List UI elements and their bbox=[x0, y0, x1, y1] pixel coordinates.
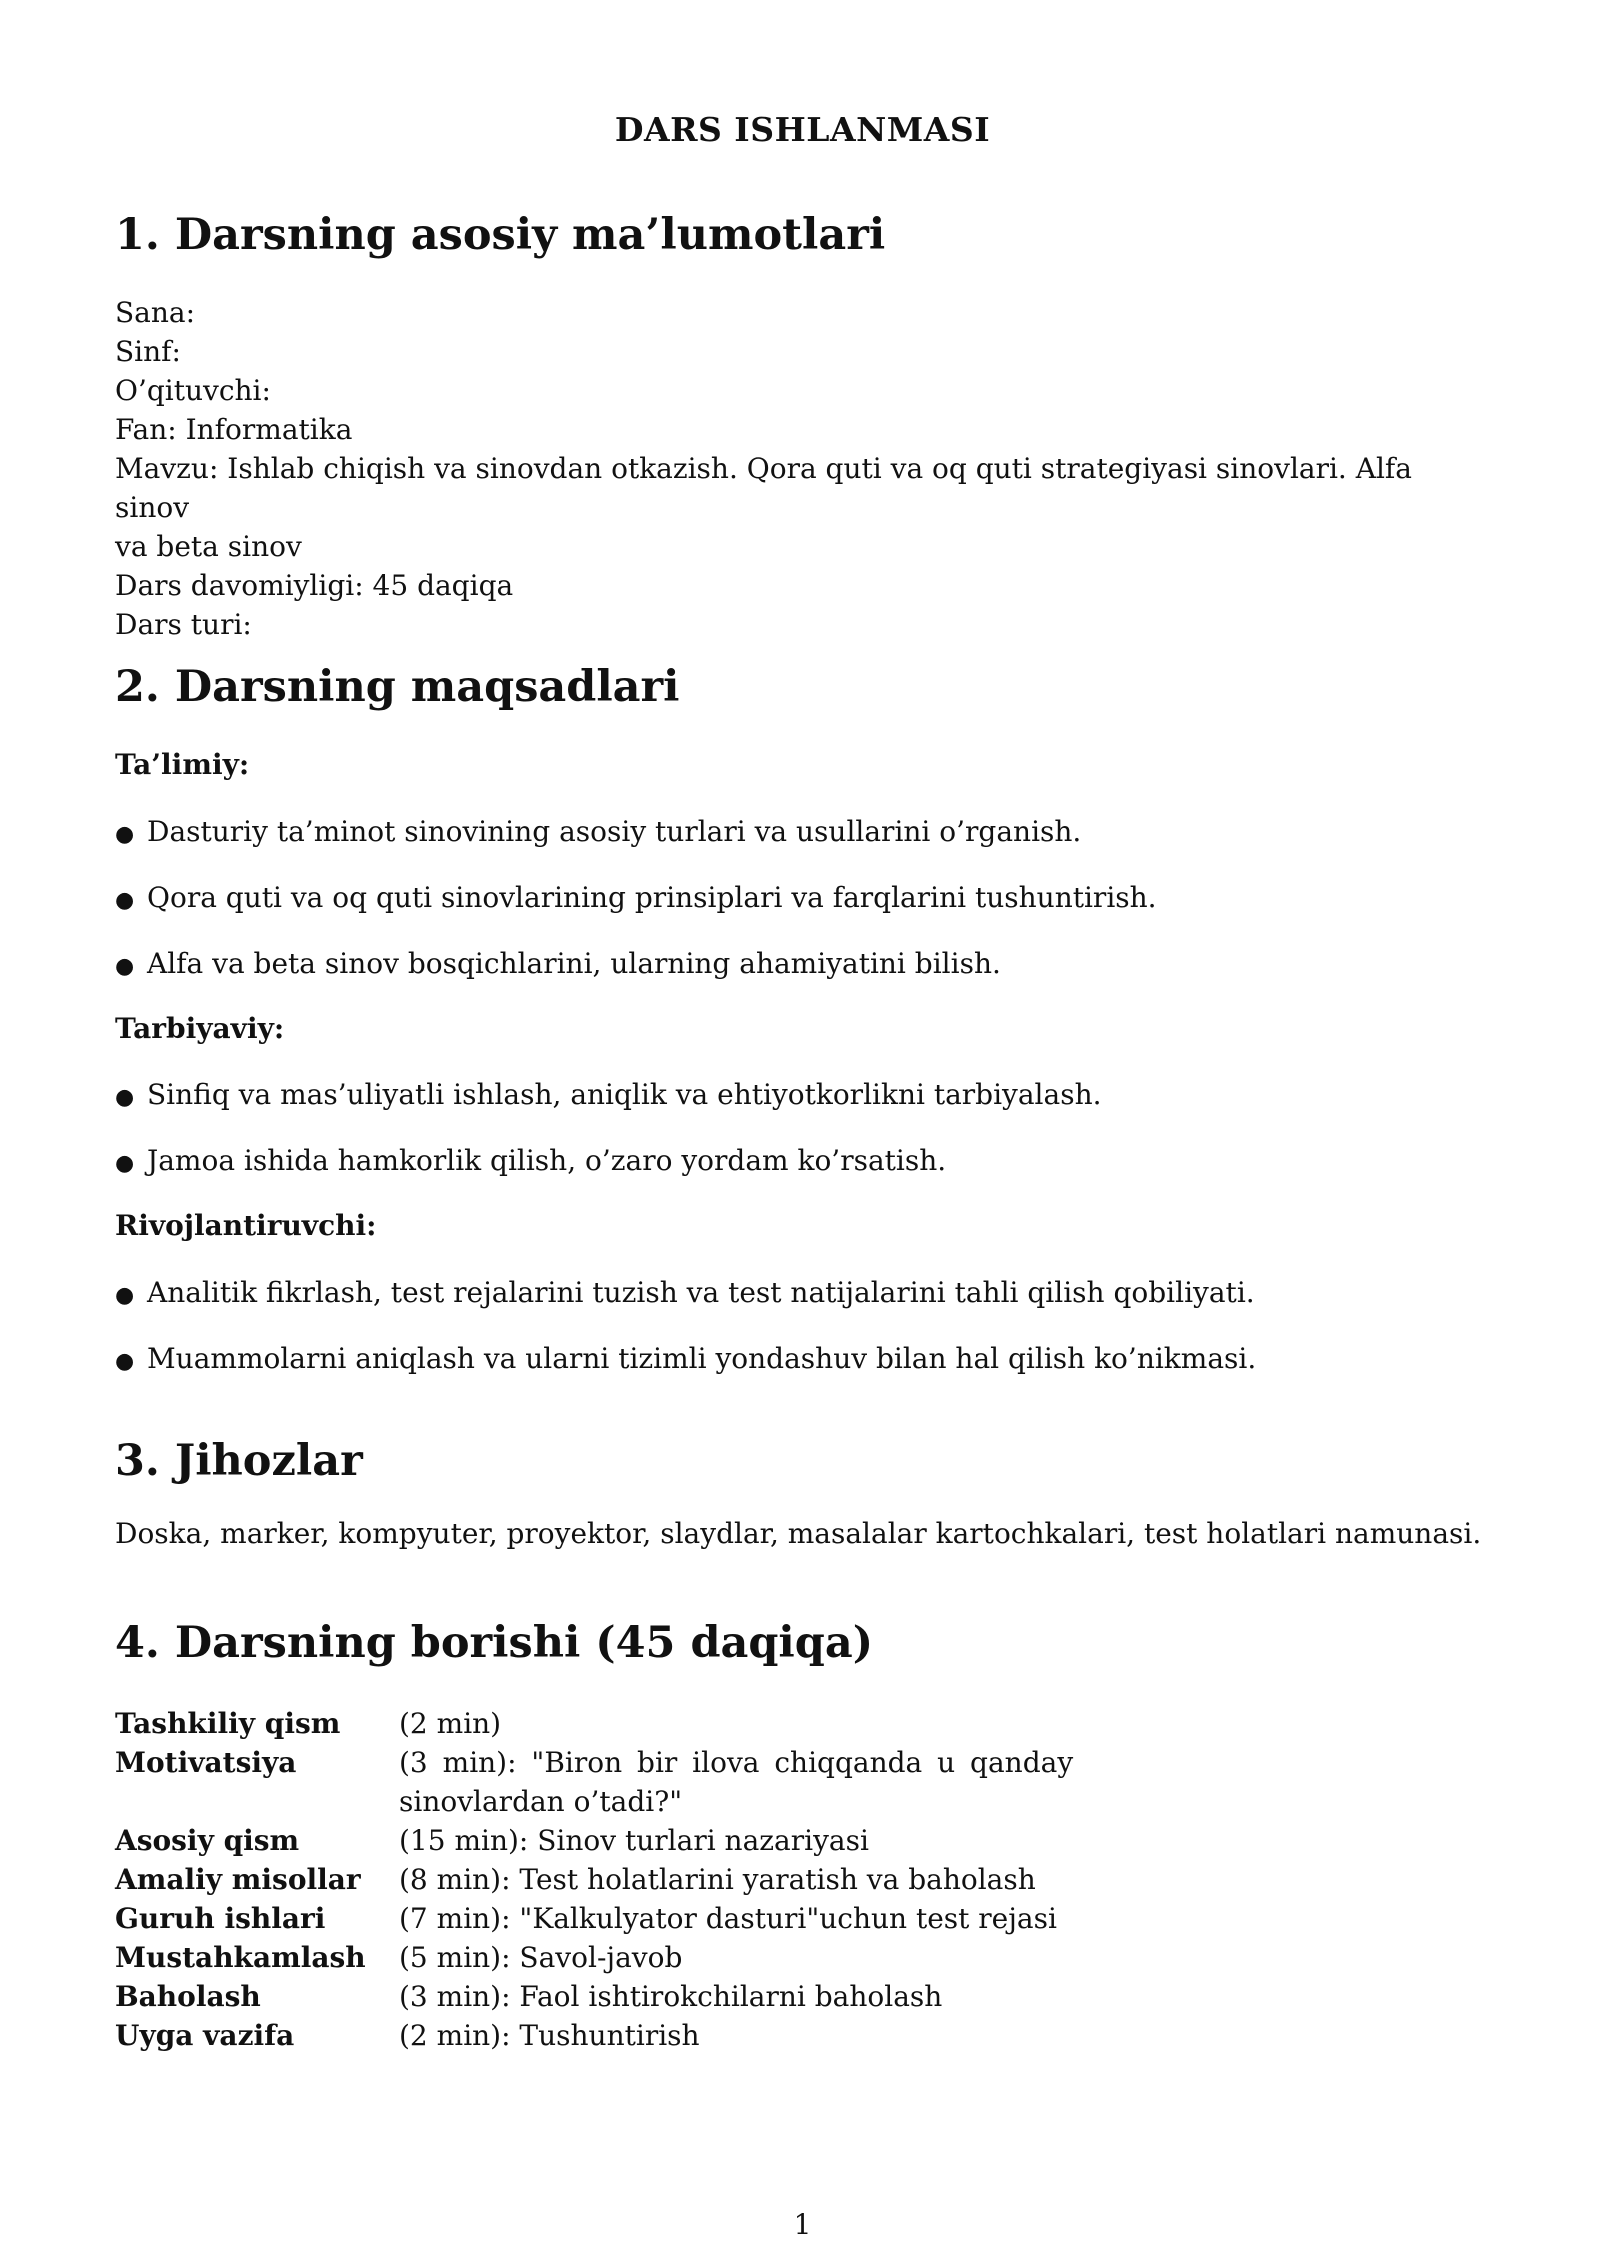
bullet-icon: ● bbox=[115, 822, 135, 847]
info-lesson-type: Dars turi: bbox=[115, 608, 252, 641]
schedule-detail: (8 min): Test holatlarini yaratish va baholash bbox=[399, 1863, 1036, 1896]
bullet-icon: ● bbox=[115, 1349, 135, 1374]
info-topic: Mavzu: Ishlab chiqish va sinovdan otkazish. Qora quti va oq quti strategiyasi sinovlari. Alfa sinov bbox=[115, 452, 1412, 524]
info-duration: Dars davomiyligi: 45 daqiqa bbox=[115, 569, 514, 602]
list-item bbox=[115, 1078, 1102, 1111]
info-topic-continued: va beta sinov bbox=[115, 530, 302, 563]
table-row bbox=[115, 1938, 1215, 1977]
table-row bbox=[115, 1743, 1215, 1821]
table-row bbox=[115, 1821, 1215, 1860]
schedule-detail: (2 min) bbox=[399, 1707, 502, 1740]
list-item-text: Sinfiq va mas’uliyatli ishlash, aniqlik va ehtiyotkorlikni tarbiyalash. bbox=[147, 1078, 1102, 1111]
lesson-schedule bbox=[115, 1704, 1215, 2055]
schedule-stage: Mustahkamlash bbox=[115, 1941, 366, 1974]
table-row bbox=[115, 1899, 1215, 1938]
schedule-stage: Amaliy misollar bbox=[115, 1863, 361, 1896]
schedule-detail: (5 min): Savol-javob bbox=[399, 1941, 683, 1974]
schedule-detail-line: sinovlardan o’tadi?" bbox=[399, 1785, 683, 1818]
table-row bbox=[115, 1704, 1215, 1743]
list-item-text: Dasturiy ta’minot sinovining asosiy turlari va usullarini o’rganish. bbox=[147, 815, 1082, 848]
document-page bbox=[115, 0, 1490, 2262]
table-row bbox=[115, 2016, 1215, 2055]
bullet-icon: ● bbox=[115, 1085, 135, 1110]
goal-group-educational-label: Ta’limiy: bbox=[115, 748, 250, 781]
info-subject: Fan: Informatika bbox=[115, 413, 353, 446]
info-class: Sinf: bbox=[115, 335, 181, 368]
table-row bbox=[115, 1977, 1215, 2016]
list-item bbox=[115, 881, 1157, 914]
bullet-icon: ● bbox=[115, 1283, 135, 1308]
schedule-detail: (3 min): Faol ishtirokchilarni baholash bbox=[399, 1980, 943, 2013]
list-item bbox=[115, 1144, 946, 1177]
document-title: DARS ISHLANMASI bbox=[614, 110, 991, 149]
table-row bbox=[115, 1860, 1215, 1899]
section-4-heading: 4. Darsning borishi (45 daqiqa) bbox=[115, 1618, 874, 1668]
schedule-stage: Tashkiliy qism bbox=[115, 1707, 341, 1740]
list-item-text: Qora quti va oq quti sinovlarining prinsiplari va farqlarini tushuntirish. bbox=[147, 881, 1157, 914]
schedule-detail bbox=[399, 1743, 1099, 1821]
schedule-stage: Baholash bbox=[115, 1980, 261, 2013]
schedule-stage: Uyga vazifa bbox=[115, 2019, 295, 2052]
schedule-stage: Asosiy qism bbox=[115, 1824, 300, 1857]
bullet-icon: ● bbox=[115, 1151, 135, 1176]
list-item bbox=[115, 815, 1081, 848]
list-item bbox=[115, 947, 1001, 980]
schedule-detail: (15 min): Sinov turlari nazariyasi bbox=[399, 1824, 869, 1857]
section-2-heading: 2. Darsning maqsadlari bbox=[115, 662, 680, 712]
schedule-stage: Guruh ishlari bbox=[115, 1902, 326, 1935]
list-item-text: Analitik fikrlash, test rejalarini tuzish va test natijalarini tahli qilish qobiliyati. bbox=[147, 1276, 1255, 1309]
list-item bbox=[115, 1276, 1255, 1309]
bullet-icon: ● bbox=[115, 888, 135, 913]
list-item-text: Jamoa ishida hamkorlik qilish, o’zaro yordam ko’rsatish. bbox=[147, 1144, 947, 1177]
list-item-text: Muammolarni aniqlash va ularni tizimli yondashuv bilan hal qilish ko’nikmasi. bbox=[147, 1342, 1257, 1375]
list-item-text: Alfa va beta sinov bosqichlarini, ularning ahamiyatini bilish. bbox=[147, 947, 1001, 980]
info-date: Sana: bbox=[115, 296, 196, 329]
goal-group-upbringing-label: Tarbiyaviy: bbox=[115, 1012, 285, 1045]
lesson-info-block bbox=[115, 293, 1490, 644]
section-3-heading: 3. Jihozlar bbox=[115, 1436, 363, 1486]
page-number: 1 bbox=[793, 2208, 812, 2241]
equipment-text: Doska, marker, kompyuter, proyektor, slaydlar, masalalar kartochkalari, test holatlari namunasi. bbox=[115, 1517, 1482, 1550]
bullet-icon: ● bbox=[115, 954, 135, 979]
schedule-detail: (7 min): "Kalkulyator dasturi"uchun test rejasi bbox=[399, 1902, 1057, 1935]
list-item bbox=[115, 1342, 1256, 1375]
section-1-heading: 1. Darsning asosiy ma’lumotlari bbox=[115, 210, 886, 260]
schedule-stage: Motivatsiya bbox=[115, 1746, 297, 1779]
schedule-detail: (2 min): Tushuntirish bbox=[399, 2019, 700, 2052]
info-teacher: O’qituvchi: bbox=[115, 374, 271, 407]
schedule-detail-line: (3 min): "Biron bir ilova chiqqanda u qanday bbox=[399, 1746, 1074, 1779]
goal-group-developmental-label: Rivojlantiruvchi: bbox=[115, 1209, 377, 1242]
